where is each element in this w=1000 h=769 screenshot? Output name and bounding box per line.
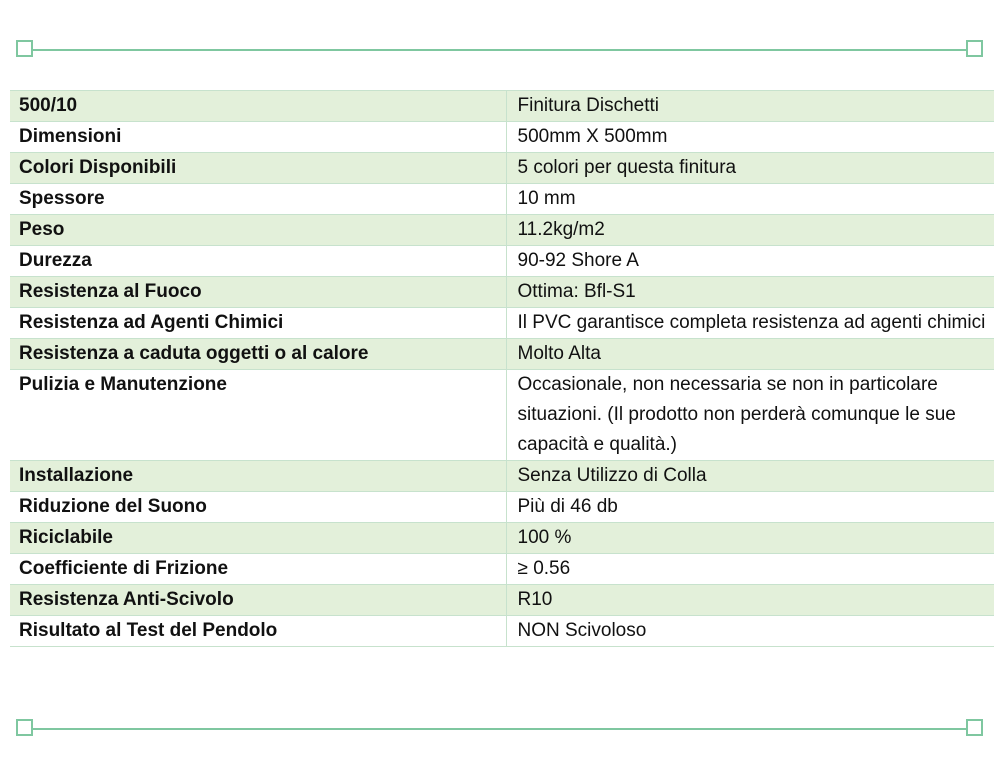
row-value: Occasionale, non necessaria se non in particolare situazioni. (Il prodotto non perderà comunque le sue capacità e qualità.): [506, 370, 994, 461]
row-label: Resistenza ad Agenti Chimici: [10, 308, 506, 339]
row-value: 500mm X 500mm: [506, 122, 994, 153]
row-value: 5 colori per questa finitura: [506, 153, 994, 184]
row-value: Finitura Dischetti: [506, 91, 994, 122]
row-value: Molto Alta: [506, 339, 994, 370]
row-label: Riduzione del Suono: [10, 492, 506, 523]
row-label: Resistenza a caduta oggetti o al calore: [10, 339, 506, 370]
row-label: Peso: [10, 215, 506, 246]
row-value: NON Scivoloso: [506, 616, 994, 647]
table-row: [10, 246, 994, 277]
bottom-frame-line: [16, 719, 983, 739]
row-label: Installazione: [10, 461, 506, 492]
table-row: [10, 91, 994, 122]
row-label: Resistenza Anti-Scivolo: [10, 585, 506, 616]
table-row: [10, 461, 994, 492]
row-value: R10: [506, 585, 994, 616]
bottom-frame-rule: [26, 728, 973, 730]
row-label: Pulizia e Manutenzione: [10, 370, 506, 461]
row-value: Ottima: Bfl-S1: [506, 277, 994, 308]
table-row: [10, 277, 994, 308]
table-row: [10, 215, 994, 246]
table-row: [10, 153, 994, 184]
row-value: 11.2kg/m2: [506, 215, 994, 246]
row-label: Dimensioni: [10, 122, 506, 153]
row-value: ≥ 0.56: [506, 554, 994, 585]
table-row: [10, 585, 994, 616]
top-frame-line: [16, 40, 983, 60]
table-row: [10, 339, 994, 370]
table-row: [10, 492, 994, 523]
table-row: [10, 122, 994, 153]
bottom-right-square-cap: [966, 719, 983, 736]
row-label: Riciclabile: [10, 523, 506, 554]
bottom-left-square-cap: [16, 719, 33, 736]
row-label: Colori Disponibili: [10, 153, 506, 184]
row-label: Coefficiente di Frizione: [10, 554, 506, 585]
row-value: Il PVC garantisce completa resistenza ad agenti chimici: [506, 308, 994, 339]
table-row: [10, 616, 994, 647]
row-value: Più di 46 db: [506, 492, 994, 523]
spec-table: [10, 90, 994, 647]
table-row: [10, 554, 994, 585]
table-row: [10, 308, 994, 339]
row-value: 100 %: [506, 523, 994, 554]
top-right-square-cap: [966, 40, 983, 57]
row-label: Spessore: [10, 184, 506, 215]
top-frame-rule: [26, 49, 973, 51]
row-value: Senza Utilizzo di Colla: [506, 461, 994, 492]
row-label: Risultato al Test del Pendolo: [10, 616, 506, 647]
row-value: 10 mm: [506, 184, 994, 215]
row-value: 90-92 Shore A: [506, 246, 994, 277]
table-row: [10, 184, 994, 215]
table-row: [10, 370, 994, 461]
row-label: Durezza: [10, 246, 506, 277]
row-label: 500/10: [10, 91, 506, 122]
row-label: Resistenza al Fuoco: [10, 277, 506, 308]
table-row: [10, 523, 994, 554]
top-left-square-cap: [16, 40, 33, 57]
